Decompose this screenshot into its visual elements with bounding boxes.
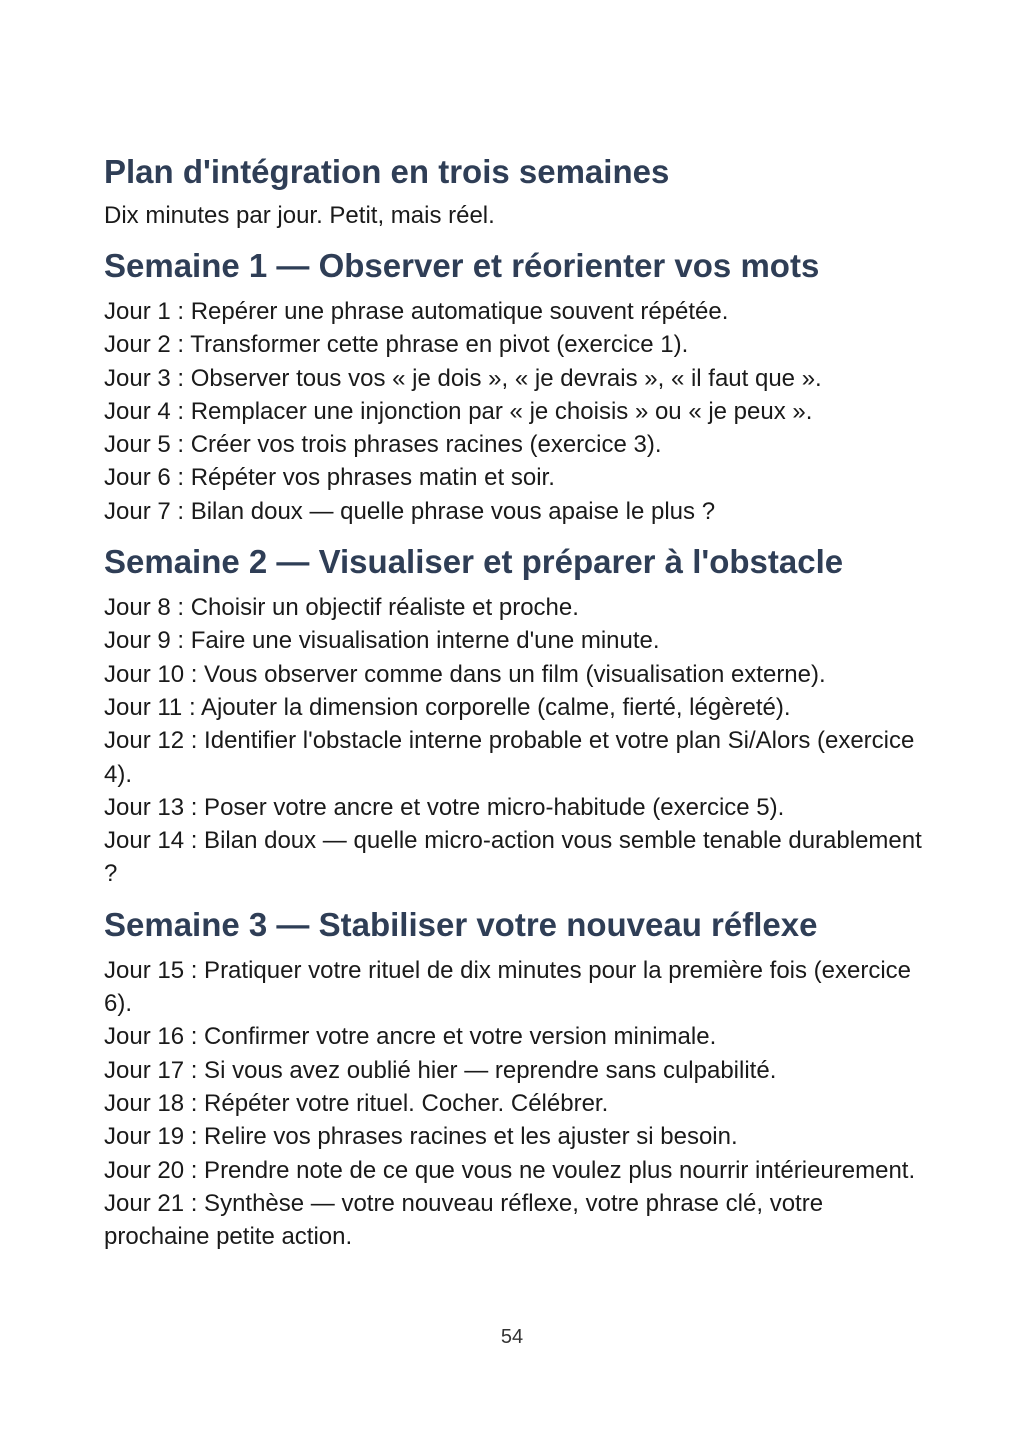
intro-text: Dix minutes par jour. Petit, mais réel.	[104, 202, 495, 229]
day-item: Jour 19 : Relire vos phrases racines et les ajuster si besoin.	[104, 1123, 738, 1151]
week-1-day-list	[104, 295, 924, 528]
week-1-heading: Semaine 1 — Observer et réorienter vos mots	[104, 247, 820, 284]
week-2-heading: Semaine 2 — Visualiser et préparer à l'obstacle	[104, 543, 844, 581]
day-item: Jour 3 : Observer tous vos « je dois », « je devrais », « il faut que ».	[104, 364, 822, 392]
week-2-day-list	[104, 591, 924, 891]
day-item: Jour 1 : Repérer une phrase automatique souvent répétée.	[104, 298, 729, 325]
day-item: Jour 5 : Créer vos trois phrases racines (exercice 3).	[104, 431, 662, 459]
page-number: 54	[500, 1326, 524, 1348]
week-1-section	[104, 244, 924, 528]
day-item: Jour 11 : Ajouter la dimension corporelle (calme, fierté, légèreté).	[104, 693, 791, 721]
day-item: Jour 2 : Transformer cette phrase en pivot (exercice 1).	[104, 331, 689, 359]
week-3-day-list	[104, 954, 924, 1254]
day-item: Jour 16 : Confirmer votre ancre et votre version minimale.	[104, 1023, 717, 1051]
day-item: Jour 8 : Choisir un objectif réaliste et proche.	[104, 594, 579, 622]
day-item: Jour 15 : Pratiquer votre rituel de dix minutes pour la première fois (exercice 6).	[104, 956, 912, 1018]
document-body	[104, 150, 924, 1253]
day-item: Jour 12 : Identifier l'obstacle interne probable et votre plan Si/Alors (exercice 4).	[104, 727, 915, 788]
day-item: Jour 4 : Remplacer une injonction par « je choisis » ou « je peux ».	[104, 397, 813, 425]
day-item: Jour 21 : Synthèse — votre nouveau réflexe, votre phrase clé, votre prochaine petite action.	[104, 1189, 824, 1251]
day-item: Jour 17 : Si vous avez oublié hier — reprendre sans culpabilité.	[104, 1056, 777, 1084]
day-item: Jour 13 : Poser votre ancre et votre micro-habitude (exercice 5).	[104, 793, 785, 821]
week-3-section	[104, 903, 924, 1254]
day-item: Jour 14 : Bilan doux — quelle micro-action vous semble tenable durablement ?	[104, 827, 922, 888]
day-item: Jour 7 : Bilan doux — quelle phrase vous apaise le plus ?	[104, 497, 716, 525]
day-item: Jour 20 : Prendre note de ce que vous ne voulez plus nourrir intérieurement.	[104, 1156, 916, 1184]
day-item: Jour 6 : Répéter vos phrases matin et soir.	[104, 464, 555, 492]
day-item: Jour 9 : Faire une visualisation interne d'une minute.	[104, 627, 660, 655]
page-title: Plan d'intégration en trois semaines	[104, 153, 670, 190]
week-3-heading: Semaine 3 — Stabiliser votre nouveau réflexe	[104, 905, 818, 943]
day-item: Jour 10 : Vous observer comme dans un film (visualisation externe).	[104, 660, 826, 688]
week-2-section	[104, 540, 924, 891]
day-item: Jour 18 : Répéter votre rituel. Cocher. Célébrer.	[104, 1089, 609, 1117]
